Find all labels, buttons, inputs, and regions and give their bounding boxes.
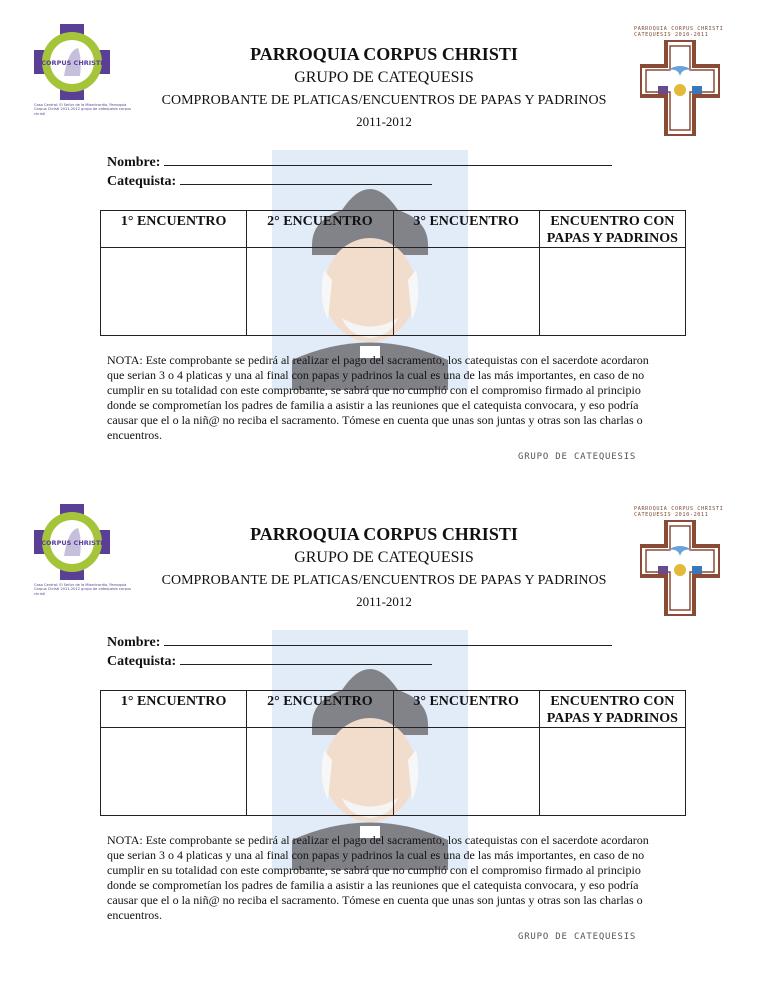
- note-paragraph: NOTA: Este comprobante se pedirá al realizar el pago del sacramento, los catequistas con el sacerdote acordaron que serian 3 o 4 platicas y una al final con papas y padrinos la cual es una de las más importantes, en caso de no cumplir en su totalidad con este comprobante, se sabrá que no cumplió con el compromiso firmado al principio donde se comprometían los padres de familia a asistir a las reuniones que el catequista convocara, y eso podría causar que el o la niñ@ no reciba el sacramento. Tómese en cuenta que unas son juntas y otras son las charlas o encuentros.: [107, 833, 649, 922]
- group-subtitle: GRUPO DE CATEQUESIS: [294, 69, 474, 86]
- catechist-field[interactable]: [107, 171, 432, 190]
- table-header-row: [101, 211, 686, 248]
- signature-cell-1[interactable]: [101, 728, 247, 816]
- header-encuentro-3: 3° ENCUENTRO: [393, 211, 539, 248]
- header-encuentro-padres: ENCUENTRO CON PAPAS Y PADRINOS: [539, 211, 685, 248]
- signature-cell-3[interactable]: [393, 248, 539, 336]
- group-subtitle: GRUPO DE CATEQUESIS: [294, 549, 474, 566]
- name-label: Nombre:: [107, 635, 161, 650]
- meetings-table: [100, 690, 686, 816]
- catechist-label: Catequista:: [107, 654, 177, 669]
- signature-cell-2[interactable]: [247, 728, 393, 816]
- table-signature-row: [101, 248, 686, 336]
- table-header-row: [101, 691, 686, 728]
- parish-title: PARROQUIA CORPUS CHRISTI: [250, 44, 518, 64]
- header-encuentro-2: 2° ENCUENTRO: [247, 691, 393, 728]
- catechesis-logo-caption: PARROQUIA CORPUS CHRISTI CATEQUESIS 2010-2011: [634, 26, 724, 39]
- name-line[interactable]: [164, 152, 612, 166]
- receipt-slip-1: [0, 0, 768, 480]
- catechist-field[interactable]: [107, 651, 432, 670]
- footer-group-name: GRUPO DE CATEQUESIS: [518, 452, 637, 462]
- name-field[interactable]: [107, 632, 612, 651]
- signature-cell-2[interactable]: [247, 248, 393, 336]
- table-signature-row: [101, 728, 686, 816]
- footer-group-name: GRUPO DE CATEQUESIS: [518, 932, 637, 942]
- receipt-description: COMPROBANTE DE PLATICAS/ENCUENTROS DE PAPAS Y PADRINOS: [161, 93, 607, 108]
- header-encuentro-2: 2° ENCUENTRO: [247, 211, 393, 248]
- note-paragraph: NOTA: Este comprobante se pedirá al realizar el pago del sacramento, los catequistas con el sacerdote acordaron que serian 3 o 4 platicas y una al final con papas y padrinos la cual es una de las más importantes, en caso de no cumplir en su totalidad con este comprobante, se sabrá que no cumplió con el compromiso firmado al principio donde se comprometían los padres de familia a asistir a las reuniones que el catequista convocara, y eso podría causar que el o la niñ@ no reciba el sacramento. Tómese en cuenta que unas son juntas y otras son las charlas o encuentros.: [107, 353, 649, 442]
- header-encuentro-1: 1° ENCUENTRO: [101, 691, 247, 728]
- header-encuentro-1: 1° ENCUENTRO: [101, 211, 247, 248]
- name-field[interactable]: [107, 152, 612, 171]
- header-encuentro-3: 3° ENCUENTRO: [393, 691, 539, 728]
- svg-text:CORPUS CHRISTI: CORPUS CHRISTI: [41, 59, 103, 67]
- parish-title: PARROQUIA CORPUS CHRISTI: [250, 524, 518, 544]
- meetings-table: [100, 210, 686, 336]
- name-label: Nombre:: [107, 155, 161, 170]
- signature-cell-1[interactable]: [101, 248, 247, 336]
- receipt-description: COMPROBANTE DE PLATICAS/ENCUENTROS DE PAPAS Y PADRINOS: [161, 573, 607, 588]
- name-line[interactable]: [164, 632, 612, 646]
- catechist-label: Catequista:: [107, 174, 177, 189]
- header-encuentro-padres: ENCUENTRO CON PAPAS Y PADRINOS: [539, 691, 685, 728]
- seal-caption: Casa Central: El Señor de la Misericordia, Parroquia Corpus Christi 2011-2012 grupo de catequesis corpus christi: [34, 103, 132, 116]
- school-year: 2011-2012: [356, 594, 412, 609]
- signature-cell-4[interactable]: [539, 728, 685, 816]
- catechist-line[interactable]: [180, 651, 432, 665]
- catechist-line[interactable]: [180, 171, 432, 185]
- signature-cell-3[interactable]: [393, 728, 539, 816]
- signature-cell-4[interactable]: [539, 248, 685, 336]
- svg-text:CORPUS CHRISTI: CORPUS CHRISTI: [41, 539, 103, 547]
- catechesis-logo-caption: PARROQUIA CORPUS CHRISTI CATEQUESIS 2010-2011: [634, 506, 724, 519]
- school-year: 2011-2012: [356, 114, 412, 129]
- seal-caption: Casa Central: El Señor de la Misericordia, Parroquia Corpus Christi 2011-2012 grupo de catequesis corpus christi: [34, 583, 132, 596]
- receipt-slip-2: [0, 480, 768, 960]
